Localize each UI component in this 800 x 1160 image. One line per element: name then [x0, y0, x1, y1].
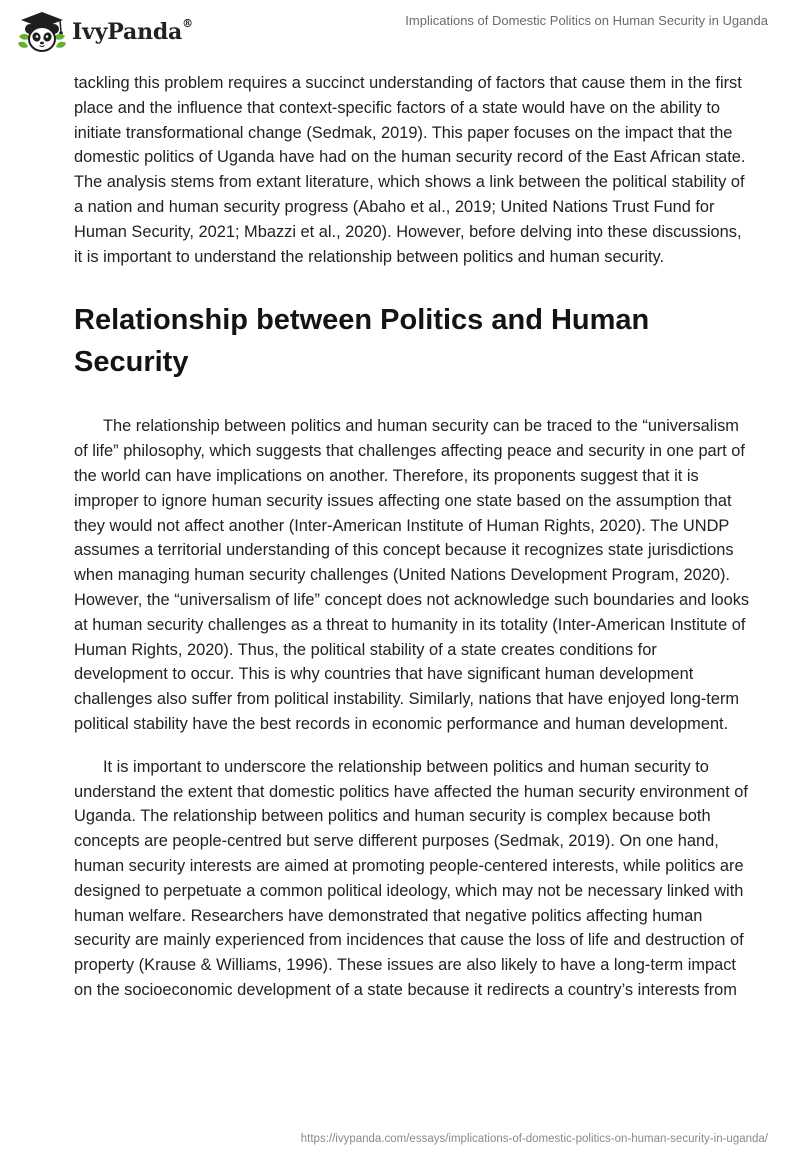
- source-url[interactable]: https://ivypanda.com/essays/implications-of-domestic-politics-on-human-security-in-uganda/: [300, 1133, 768, 1145]
- intro-paragraph: tackling this problem requires a succinct understanding of factors that cause them in the first place and the influence that context-specific factors of a state would have on the ability to initiate transformational change (Sedmak, 2019). This paper focuses on the impact that the domestic politics of Uganda have had on the human security record of the East African state. The analysis stems from extant literature, which shows a link between the political stability of a nation and human security progress (Abaho et al., 2019; United Nations Trust Fund for Human Security, 2021; Mbazzi et al., 2020). However, before delving into these discussions, it is important to understand the relationship between politics and human security.: [74, 74, 746, 266]
- brand-text: IvyPanda: [72, 19, 183, 45]
- brand-name: [72, 19, 193, 45]
- section-heading: Relationship between Politics and Human Security: [74, 304, 650, 379]
- body-paragraph: The relationship between politics and human security can be traced to the “universalism of life” philosophy, which suggests that challenges affecting peace and security in one part of the world can have implications on another. Therefore, its proponents suggest that it is improper to ignore human security issues affecting one state based on the assumption that they would not affect another (Inter-American Institute of Human Rights, 2020). The UNDP assumes a territorial understanding of this concept because it recognizes state jurisdictions when managing human security challenges (United Nations Development Program, 2020). However, the “universalism of life” concept does not acknowledge such boundaries and looks at human security challenges as a threat to humanity in its totality (Inter-American Institute of Human Rights, 2020). Thus, the political stability of a state creates conditions for development to occur. This is why countries that have significant human development challenges also suffer from political instability. Similarly, nations that have enjoyed long-term political stability have the best records in economic performance and human development.: [74, 417, 750, 733]
- page-header: [0, 0, 800, 62]
- paragraph-spacer: [74, 737, 754, 755]
- body-paragraph: It is important to underscore the relationship between politics and human security to understand the extent that domestic politics have affected the human security environment of Uganda. The relationship between politics and human security is complex because both concepts are people-centred but serve different purposes (Sedmak, 2019). On one hand, human security interests are aimed at promoting people-centered interests, while politics are designed to perpetuate a common political ideology, which may not be necessary linked with human welfare. Researchers have demonstrated that negative politics affecting human security are mainly experienced from incidences that cause the loss of life and destruction of property (Krause & Williams, 1996). These issues are also likely to have a long-term impact on the socioeconomic development of a state because it redirects a country’s interests from: [74, 757, 748, 999]
- article-body: [74, 71, 754, 1003]
- registered-mark: ®: [182, 17, 193, 30]
- ivypanda-logo[interactable]: [16, 10, 193, 54]
- document-title: Implications of Domestic Politics on Human Security in Uganda: [405, 13, 768, 28]
- panda-graduate-icon: [16, 10, 68, 54]
